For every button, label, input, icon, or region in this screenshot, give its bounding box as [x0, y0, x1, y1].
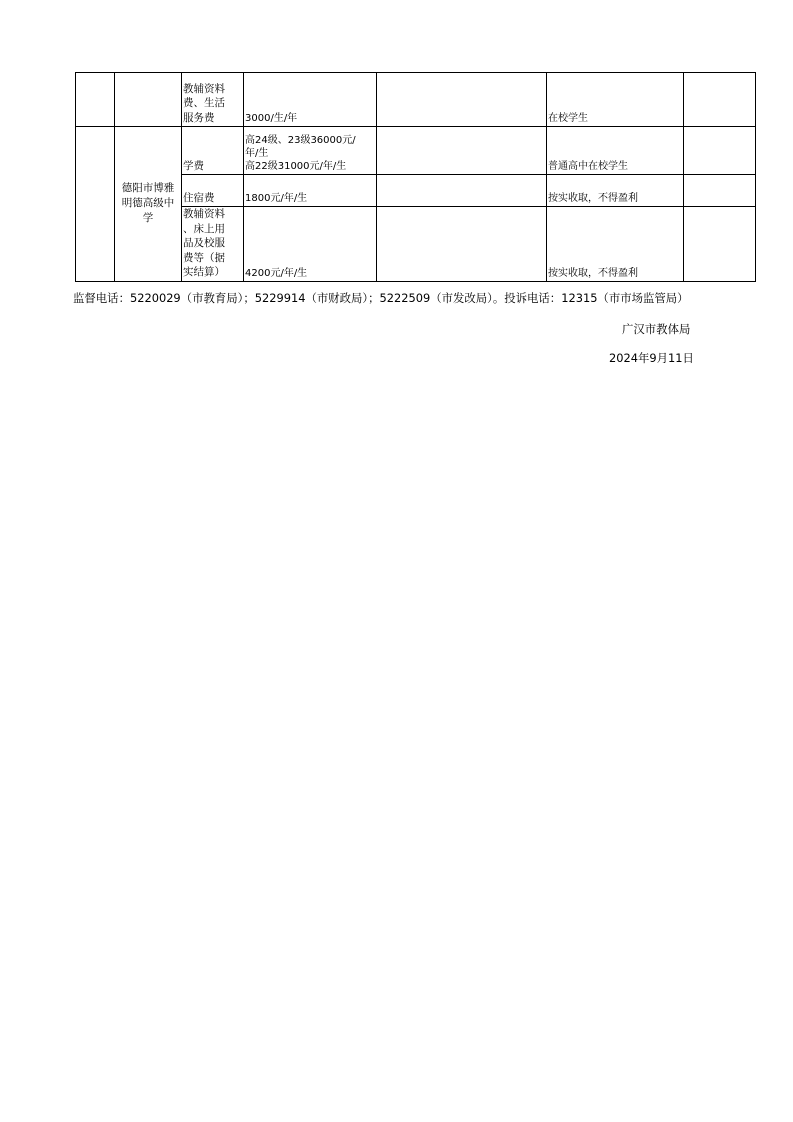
- school-name-cell: 德阳市博雅 明德高级中 学: [115, 127, 182, 282]
- remark-cell: [684, 127, 756, 175]
- issuer: 广汉市教体局: [622, 322, 691, 336]
- fee-item-cell: 教辅资料 、床上用 品及校服 费等（据 实结算）: [182, 207, 244, 282]
- basis-cell: [377, 207, 547, 282]
- basis-cell: [377, 73, 547, 127]
- index-cell: [76, 73, 115, 127]
- contact-phones: 监督电话：5220029（市教育局）；5229914（市财政局）；5222509（市发改局）。投诉电话：12315（市市场监管局）: [73, 291, 689, 305]
- fee-standard-cell: 4200元/年/生: [244, 207, 377, 282]
- fee-item-cell: 教辅资料 费、生活 服务费: [182, 73, 244, 127]
- table-row: [76, 73, 756, 127]
- fee-table: [75, 72, 756, 282]
- scope-cell: 按实收取，不得盈利: [547, 175, 684, 207]
- fee-item-cell: 学费: [182, 127, 244, 175]
- fee-standard-cell: 3000/生/年: [244, 73, 377, 127]
- remark-cell: [684, 73, 756, 127]
- issue-date: 2024年9月11日: [609, 351, 694, 365]
- remark-cell: [684, 207, 756, 282]
- scope-cell: 普通高中在校学生: [547, 127, 684, 175]
- fee-item-cell: 住宿费: [182, 175, 244, 207]
- table-row: [76, 127, 756, 175]
- fee-standard-cell: 高24级、23级36000元/ 年/生 高22级31000元/年/生: [244, 127, 377, 175]
- remark-cell: [684, 175, 756, 207]
- school-cell: [115, 73, 182, 127]
- fee-standard-cell: 1800元/年/生: [244, 175, 377, 207]
- scope-cell: 在校学生: [547, 73, 684, 127]
- index-cell: [76, 127, 115, 282]
- basis-cell: [377, 127, 547, 175]
- scope-cell: 按实收取，不得盈利: [547, 207, 684, 282]
- basis-cell: [377, 175, 547, 207]
